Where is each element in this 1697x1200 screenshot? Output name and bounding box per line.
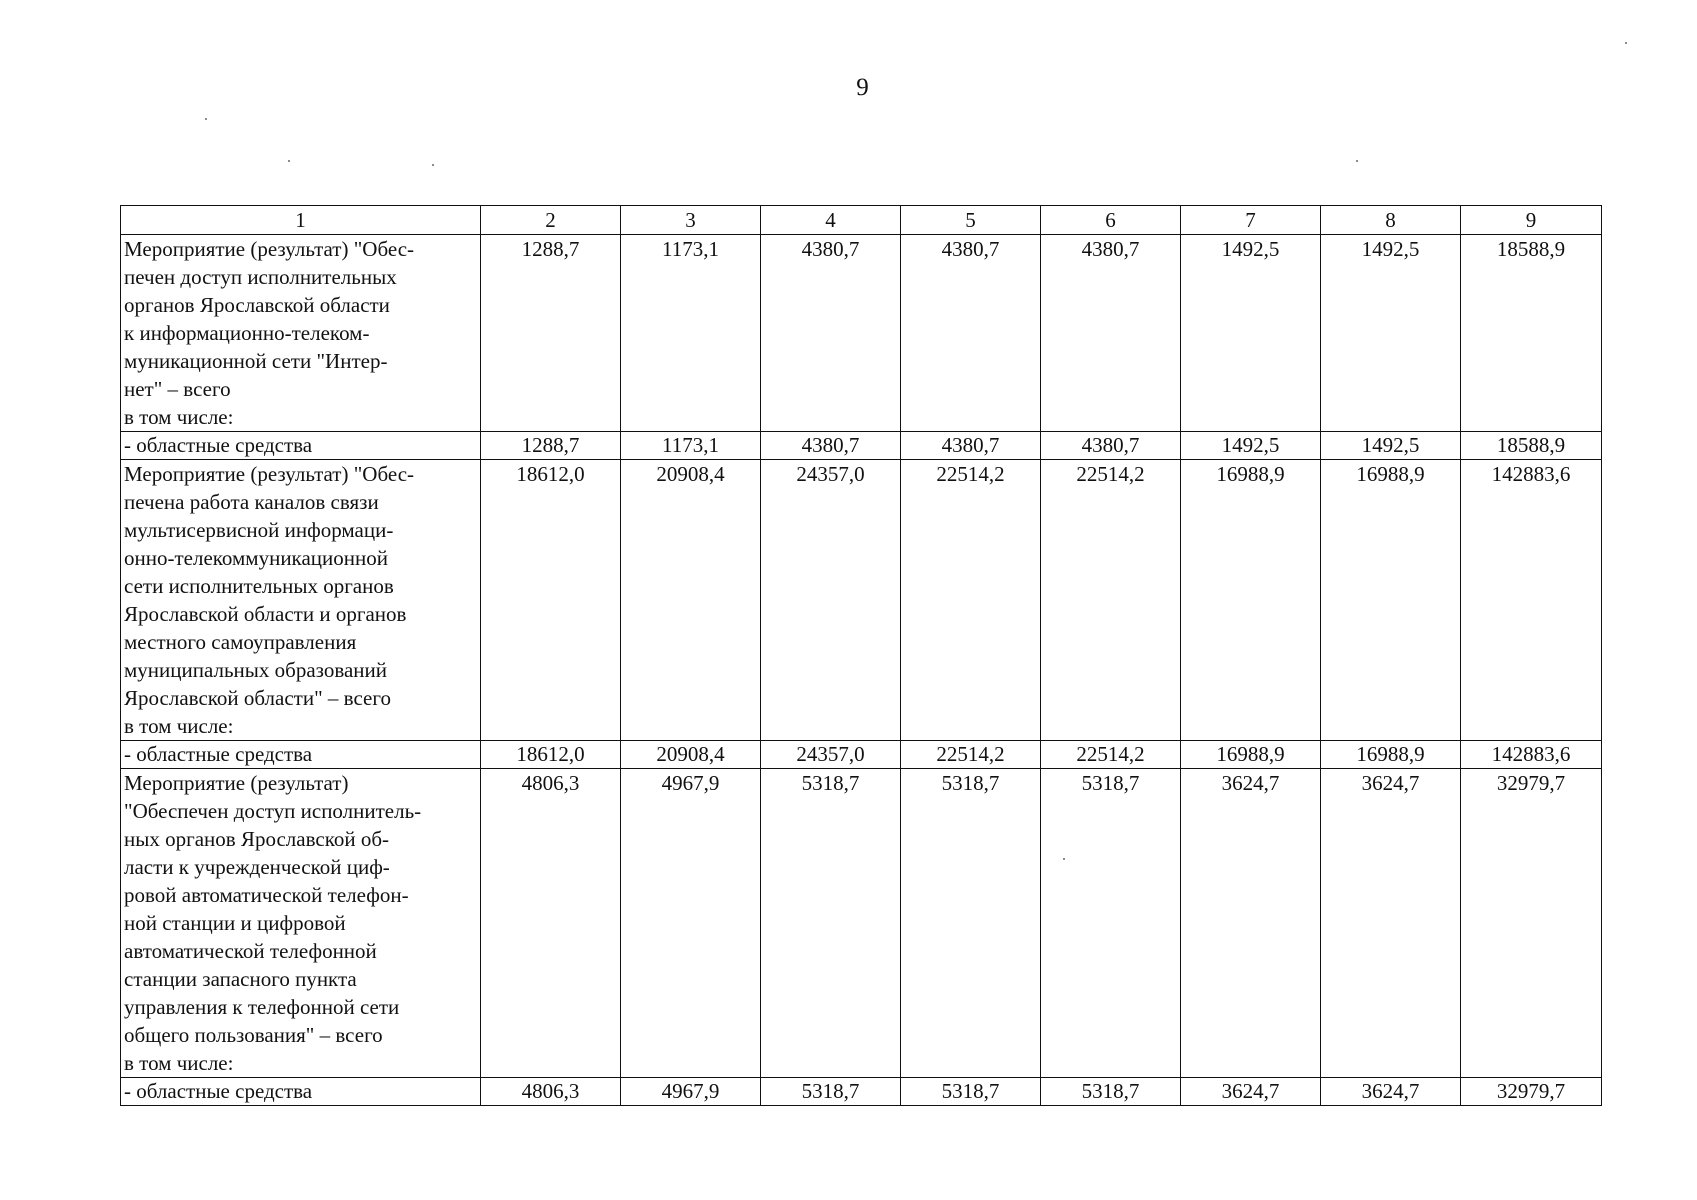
value-cell: 4380,7 [901,235,1041,432]
value-cell: 16988,9 [1321,741,1461,769]
value-cell: 32979,7 [1461,769,1602,1078]
value-cell: 16988,9 [1181,741,1321,769]
value-cell: 22514,2 [1041,460,1181,741]
value-cell: 5318,7 [901,769,1041,1078]
value-cell: 4967,9 [621,769,761,1078]
value-cell: 4806,3 [481,769,621,1078]
column-header: 9 [1461,206,1602,235]
value-cell: 4380,7 [761,235,901,432]
value-cell: 22514,2 [901,460,1041,741]
row-label: - областные средства [121,1078,481,1106]
scan-speck [205,118,207,120]
value-cell: 5318,7 [761,769,901,1078]
column-header: 3 [621,206,761,235]
value-cell: 4380,7 [901,432,1041,460]
value-cell: 3624,7 [1321,769,1461,1078]
scan-speck [432,164,434,166]
row-label: Мероприятие (результат) "Обес- печена работа каналов связи мультисервисной информаци- онно-телекоммуникационной сети исполнительных органов Ярославской области и органов местного самоуправления муниципальных образований Ярославской области" – всего в том числе: [121,460,481,741]
column-header: 1 [121,206,481,235]
column-header: 6 [1041,206,1181,235]
page-number: 9 [856,74,869,101]
value-cell: 3624,7 [1321,1078,1461,1106]
value-cell: 3624,7 [1181,1078,1321,1106]
value-cell: 24357,0 [761,741,901,769]
column-header: 4 [761,206,901,235]
value-cell: 4380,7 [1041,235,1181,432]
column-header: 7 [1181,206,1321,235]
value-cell: 18588,9 [1461,432,1602,460]
row-label: Мероприятие (результат) "Обеспечен доступ исполнитель- ных органов Ярославской об- ласти к учрежденческой циф- ровой автоматической телефон- ной станции и цифровой автоматической телефонной станции запасного пункта управления к телефонной сети общего пользования" – всего в том числе: [121,769,481,1078]
scan-speck [1625,42,1627,44]
value-cell: 18612,0 [481,460,621,741]
table-row [121,432,1602,460]
table-row [121,741,1602,769]
value-cell: 1288,7 [481,432,621,460]
table-row [121,460,1602,741]
value-cell: 18588,9 [1461,235,1602,432]
value-cell: 5318,7 [901,1078,1041,1106]
value-cell: 3624,7 [1181,769,1321,1078]
value-cell: 22514,2 [901,741,1041,769]
value-cell: 1492,5 [1181,235,1321,432]
value-cell: 4806,3 [481,1078,621,1106]
value-cell: 5318,7 [1041,769,1181,1078]
value-cell: 16988,9 [1321,460,1461,741]
table-row [121,769,1602,1078]
row-label: - областные средства [121,741,481,769]
value-cell: 1492,5 [1321,235,1461,432]
value-cell: 4380,7 [761,432,901,460]
table-header-row [121,206,1602,235]
scan-speck [1063,858,1065,860]
value-cell: 1288,7 [481,235,621,432]
value-cell: 18612,0 [481,741,621,769]
value-cell: 20908,4 [621,741,761,769]
value-cell: 1492,5 [1321,432,1461,460]
value-cell: 16988,9 [1181,460,1321,741]
row-label: - областные средства [121,432,481,460]
table-row [121,235,1602,432]
value-cell: 32979,7 [1461,1078,1602,1106]
column-header: 5 [901,206,1041,235]
table-row [121,1078,1602,1106]
value-cell: 1173,1 [621,235,761,432]
value-cell: 142883,6 [1461,741,1602,769]
value-cell: 5318,7 [1041,1078,1181,1106]
scan-speck [288,160,290,162]
budget-table [120,205,1602,1106]
column-header: 2 [481,206,621,235]
column-header: 8 [1321,206,1461,235]
value-cell: 142883,6 [1461,460,1602,741]
row-label: Мероприятие (результат) "Обес- печен доступ исполнительных органов Ярославской области к информационно-телеком- муникационной сети "Интер- нет" – всего в том числе: [121,235,481,432]
value-cell: 1173,1 [621,432,761,460]
value-cell: 24357,0 [761,460,901,741]
value-cell: 1492,5 [1181,432,1321,460]
value-cell: 20908,4 [621,460,761,741]
scan-speck [1356,160,1358,162]
value-cell: 22514,2 [1041,741,1181,769]
value-cell: 5318,7 [761,1078,901,1106]
value-cell: 4380,7 [1041,432,1181,460]
value-cell: 4967,9 [621,1078,761,1106]
